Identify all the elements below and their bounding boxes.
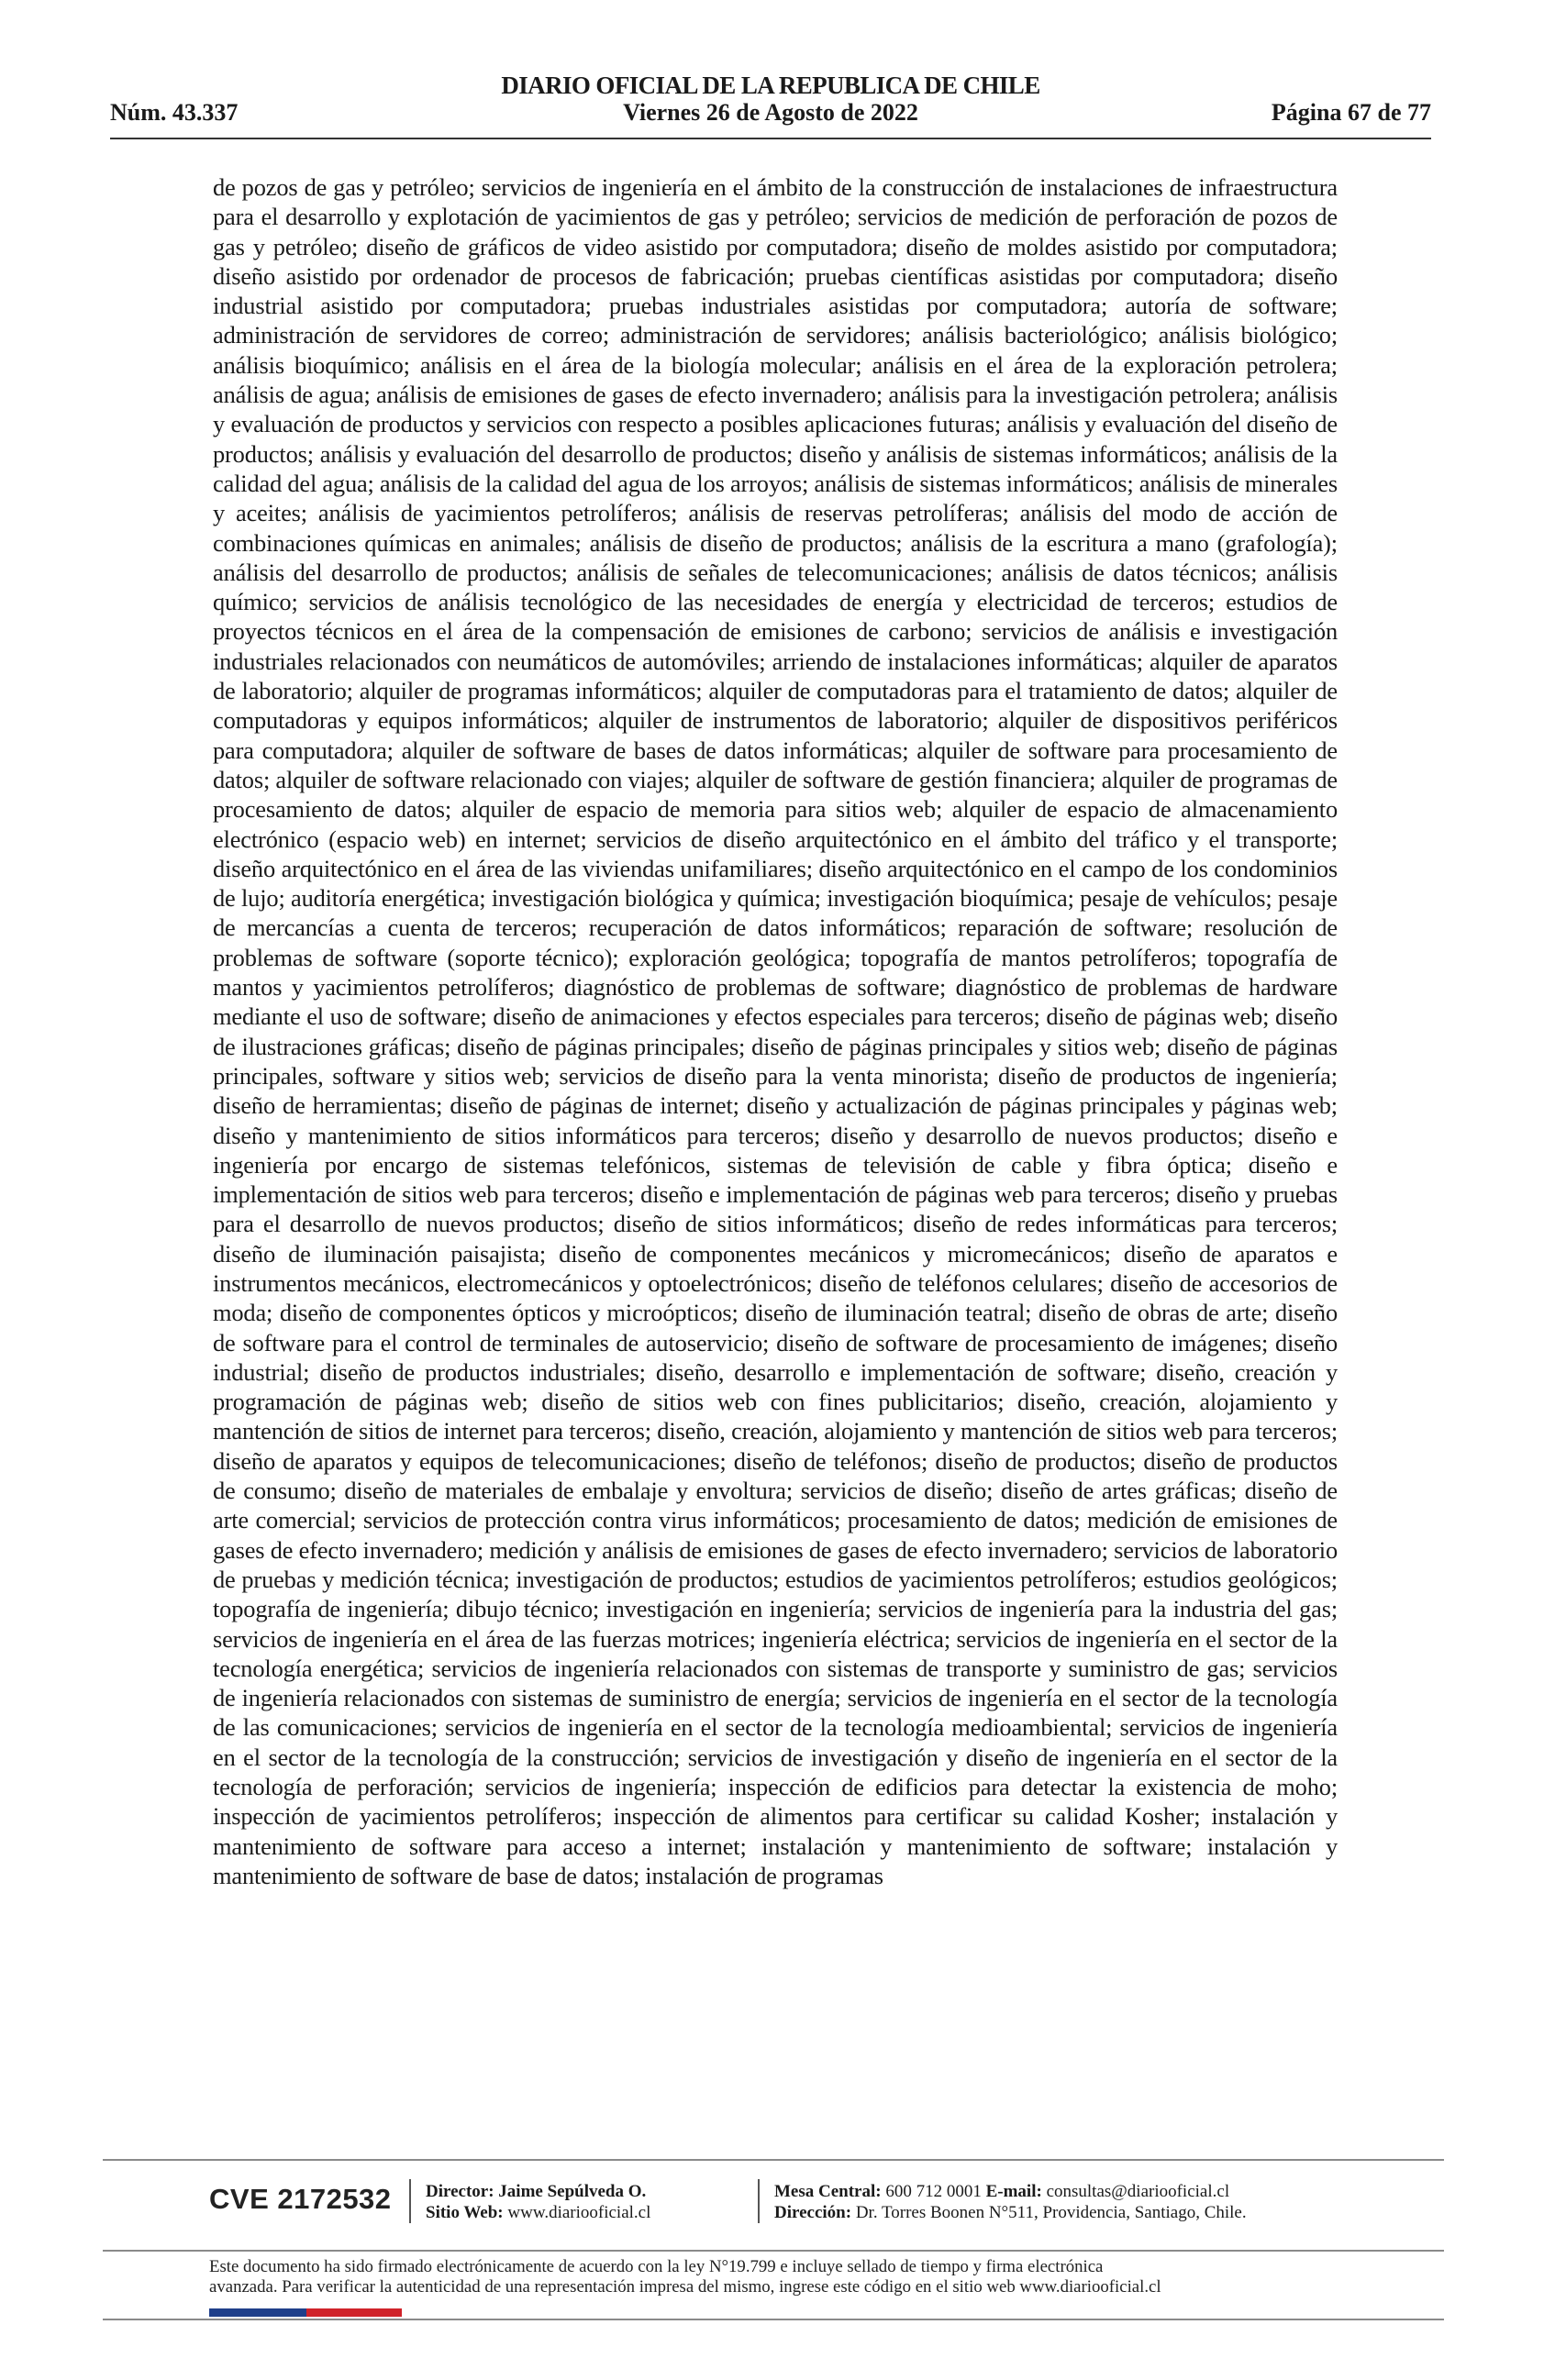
director-name: Jaime Sepúlveda O. bbox=[498, 2182, 647, 2201]
address-line bbox=[774, 2202, 1247, 2223]
website-link[interactable]: www.diariooficial.cl bbox=[507, 2203, 651, 2222]
email-link[interactable]: consultas@diariooficial.cl bbox=[1046, 2182, 1230, 2201]
legal-line: Este documento ha sido firmado electrónicamente de acuerdo con la ley N°19.799 e incluye sellado de tiempo y firma electrónica bbox=[209, 2257, 1104, 2276]
phone-label: Mesa Central: bbox=[774, 2182, 882, 2201]
footer-divider-top bbox=[103, 2159, 1444, 2161]
footer-divider-bottom bbox=[103, 2319, 1444, 2320]
address-value: Dr. Torres Boonen N°511, Providencia, Santiago, Chile. bbox=[855, 2203, 1247, 2222]
legal-notice bbox=[209, 2257, 1347, 2297]
page-indicator: Página 67 de 77 bbox=[1271, 99, 1431, 126]
director-line bbox=[426, 2181, 650, 2202]
director-block bbox=[426, 2181, 650, 2223]
header-divider bbox=[110, 138, 1431, 139]
document-body: de pozos de gas y petróleo; servicios de ingeniería en el ámbito de la construcción de instalaciones de infraestructura para el desarrollo y explotación de yacimientos de gas y petróleo; servicios de medición de perforación de pozos de gas y petróleo; diseño de gráficos de video asistido por computadora; diseño de moldes asistido por computadora; diseño asistido por ordenador de procesos de fabricación; pruebas científicas asistidas por computadora; diseño industrial asistido por computadora; pruebas industriales asistidas por computadora; autoría de software; administración de servidores de correo; administración de servidores; análisis bacteriológico; análisis biológico; análisis bioquímico; análisis en el área de la biología molecular; análisis en el área de la exploración petrolera; análisis de agua; análisis de emisiones de gases de efecto invernadero; análisis para la investigación petrolera; análisis y evaluación de productos y servicios con respecto a posibles aplicaciones futuras; análisis y evaluación del diseño de productos; análisis y evaluación del desarrollo de productos; diseño y análisis de sistemas informáticos; análisis de la calidad del agua; análisis de la calidad del agua de los arroyos; análisis de sistemas informáticos; análisis de minerales y aceites; análisis de yacimientos petrolíferos; análisis de reservas petrolíferas; análisis del modo de acción de combinaciones químicas en animales; análisis de diseño de productos; análisis de la escritura a mano (grafología); análisis del desarrollo de productos; análisis de señales de telecomunicaciones; análisis de datos técnicos; análisis químico; servicios de análisis tecnológico de las necesidades de energía y electricidad de terceros; estudios de proyectos técnicos en el área de la compensación de emisiones de carbono; servicios de análisis e investigación industriales relacionados con neumáticos de automóviles; arriendo de instalaciones informáticas; alquiler de aparatos de laboratorio; alquiler de programas informáticos; alquiler de computadoras para el tratamiento de datos; alquiler de computadoras y equipos informáticos; alquiler de instrumentos de laboratorio; alquiler de dispositivos periféricos para computadora; alquiler de software de bases de datos informáticas; alquiler de software para procesamiento de datos; alquiler de software relacionado con viajes; alquiler de software de gestión financiera; alquiler de programas de procesamiento de datos; alquiler de espacio de memoria para sitios web; alquiler de espacio de almacenamiento electrónico (espacio web) en internet; servicios de diseño arquitectónico en el ámbito del tráfico y el transporte; diseño arquitectónico en el área de las viviendas unifamiliares; diseño arquitectónico en el campo de los condominios de lujo; auditoría energética; investigación biológica y química; investigación bioquímica; pesaje de vehículos; pesaje de mercancías a cuenta de terceros; recuperación de datos informáticos; reparación de software; resolución de problemas de software (soporte técnico); exploración geológica; topografía de mantos petrolíferos; topografía de mantos y yacimientos petrolíferos; diagnóstico de problemas de software; diagnóstico de problemas de hardware mediante el uso de software; diseño de animaciones y efectos especiales para terceros; diseño de páginas web; diseño de ilustraciones gráficas; diseño de páginas principales; diseño de páginas principales y sitios web; diseño de páginas principales, software y sitios web; servicios de diseño para la venta minorista; diseño de productos de ingeniería; diseño de herramientas; diseño de páginas de internet; diseño y actualización de páginas principales y páginas web; diseño y mantenimiento de sitios informáticos para terceros; diseño y desarrollo de nuevos productos; diseño e ingeniería por encargo de sistemas telefónicos, sistemas de televisión de cable y fibra óptica; diseño e implementación de sitios web para terceros; diseño e implementación de páginas web para terceros; diseño y pruebas para el desarrollo de nuevos productos; diseño de sitios informáticos; diseño de redes informáticas para terceros; diseño de iluminación paisajista; diseño de componentes mecánicos y micromecánicos; diseño de aparatos e instrumentos mecánicos, electromecánicos y optoelectrónicos; diseño de teléfonos celulares; diseño de accesorios de moda; diseño de componentes ópticos y microópticos; diseño de iluminación teatral; diseño de obras de arte; diseño de software para el control de terminales de autoservicio; diseño de software de procesamiento de imágenes; diseño industrial; diseño de productos industriales; diseño, desarrollo e implementación de software; diseño, creación y programación de páginas web; diseño de sitios web con fines publicitarios; diseño, creación, alojamiento y mantención de sitios de internet para terceros; diseño, creación, alojamiento y mantención de sitios web para terceros; diseño de aparatos y equipos de telecomunicaciones; diseño de teléfonos; diseño de productos; diseño de productos de consumo; diseño de materiales de embalaje y envoltura; servicios de diseño; diseño de artes gráficas; diseño de arte comercial; servicios de protección contra virus informáticos; procesamiento de datos; medición de emisiones de gases de efecto invernadero; medición y análisis de emisiones de gases de efecto invernadero; servicios de laboratorio de pruebas y medición técnica; investigación de productos; estudios de yacimientos petrolíferos; estudios geológicos; topografía de ingeniería; dibujo técnico; investigación en ingeniería; servicios de ingeniería para la industria del gas; servicios de ingeniería en el área de las fuerzas motrices; ingeniería eléctrica; servicios de ingeniería en el sector de la tecnología energética; servicios de ingeniería relacionados con sistemas de transporte y suministro de gas; servicios de ingeniería relacionados con sistemas de suministro de energía; servicios de ingeniería en el sector de la tecnología de las comunicaciones; servicios de ingeniería en el sector de la tecnología medioambiental; servicios de ingeniería en el sector de la tecnología de la construcción; servicios de investigación y diseño de ingeniería en el sector de la tecnología de perforación; servicios de ingeniería; inspección de edificios para detectar la existencia de moho; inspección de yacimientos petrolíferos; inspección de alimentos para certificar su calidad Kosher; instalación y mantenimiento de software para acceso a internet; instalación y mantenimiento de software; instalación y mantenimiento de software de base de datos; instalación de programas bbox=[213, 173, 1338, 1889]
email-label: E-mail: bbox=[985, 2182, 1042, 2201]
footer-divider-middle bbox=[103, 2250, 1444, 2252]
page-header bbox=[110, 66, 1431, 139]
website-line bbox=[426, 2202, 650, 2223]
flag-stripe-red bbox=[306, 2308, 402, 2317]
footer-info bbox=[209, 2174, 1347, 2238]
address-label: Dirección: bbox=[774, 2203, 852, 2222]
contact-block bbox=[774, 2181, 1247, 2223]
director-label: Director: bbox=[426, 2182, 494, 2201]
website-label: Sitio Web: bbox=[426, 2203, 504, 2222]
issue-number: Núm. 43.337 bbox=[110, 99, 239, 126]
phone-email-line bbox=[774, 2181, 1247, 2202]
flag-stripe-blue bbox=[209, 2308, 306, 2317]
publication-title: DIARIO OFICIAL DE LA REPUBLICA DE CHILE bbox=[501, 72, 1040, 99]
phone-value: 600 712 0001 bbox=[885, 2182, 982, 2201]
footer-separator bbox=[409, 2179, 411, 2223]
cve-code: CVE 2172532 bbox=[209, 2183, 392, 2215]
footer-separator bbox=[758, 2179, 760, 2223]
issue-date: Viernes 26 de Agosto de 2022 bbox=[623, 99, 918, 126]
legal-line: avanzada. Para verificar la autenticidad de una representación impresa del mismo, ingrese este código en el sitio web www.diariooficial.cl bbox=[209, 2277, 1161, 2297]
